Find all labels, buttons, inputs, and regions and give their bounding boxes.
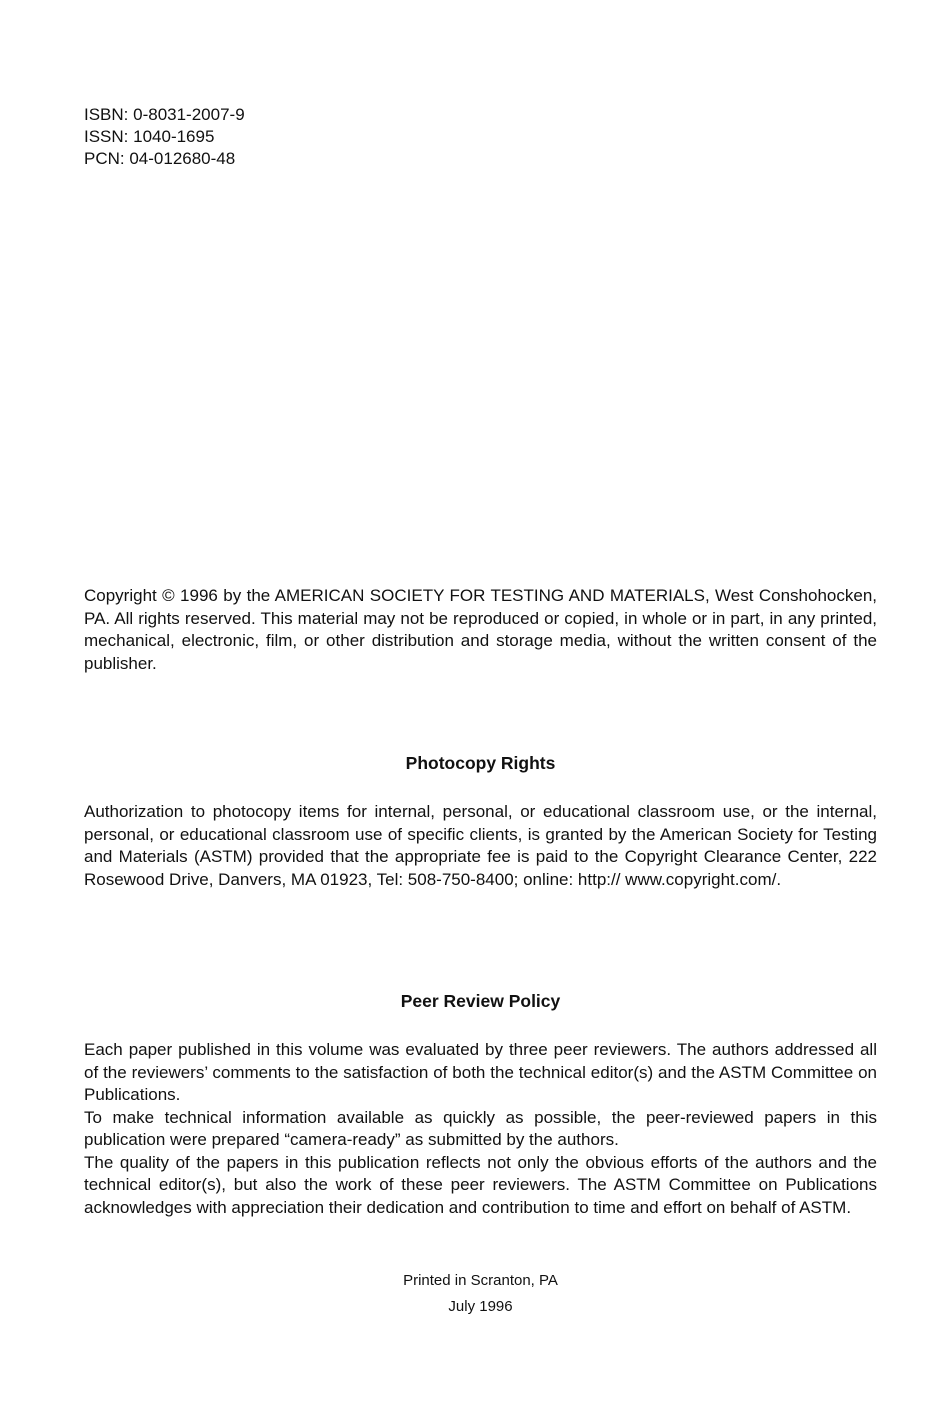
pcn: PCN: 04-012680-48 [84,149,236,168]
copyright-notice [84,585,877,675]
peer-review-paragraph: Each paper published in this volume was evaluated by three peer reviewers. The authors addressed all of the reviewers’ comments to the satisfaction of both the technical editor(s) and the ASTM Committee on Publications. [84,1040,877,1104]
peer-review-paragraph: The quality of the papers in this publication reflects not only the obvious efforts of the authors and the technical editor(s), but also the work of these peer reviewers. The ASTM Committee on Publications acknowledges with appreciation their dedication and contribution to time and effort on behalf of ASTM. [84,1152,877,1217]
photocopy-rights-heading: Photocopy Rights [405,753,556,773]
printed-location: Printed in Scranton, PA [403,1272,558,1289]
isbn: ISBN: 0-8031-2007-9 [84,105,245,124]
publication-identifiers [84,104,245,170]
peer-review-paragraph: To make technical information available as quickly as possible, the peer-reviewed papers in this publication were prepared “camera-ready” as submitted by the authors. [84,1107,877,1149]
peer-review-policy-section [84,1039,877,1219]
issn: ISSN: 1040-1695 [84,127,215,146]
peer-review-policy-heading: Peer Review Policy [400,991,561,1011]
copyright-text: Copyright © 1996 by the AMERICAN SOCIETY FOR TESTING AND MATERIALS, West Conshohocken, PA. All rights reserved. This material may not be reproduced or copied, in whole or in part, in any printed, mechanical, electronic, film, or other distribution and storage media, without the written consent of the publisher. [84,586,877,673]
photocopy-rights-section [84,801,877,891]
photocopy-rights-text: Authorization to photocopy items for internal, personal, or educational classroom use, or the internal, personal, or educational classroom use of specific clients, is granted by the American Society for Testing and Materials (ASTM) provided that the appropriate fee is paid to the Copyright Clearance Center, 222 Rosewood Drive, Danvers, MA 01923, Tel: 508-750-8400; online: http:// www.copyright.com/. [84,802,877,889]
publication-date: July 1996 [448,1298,513,1315]
